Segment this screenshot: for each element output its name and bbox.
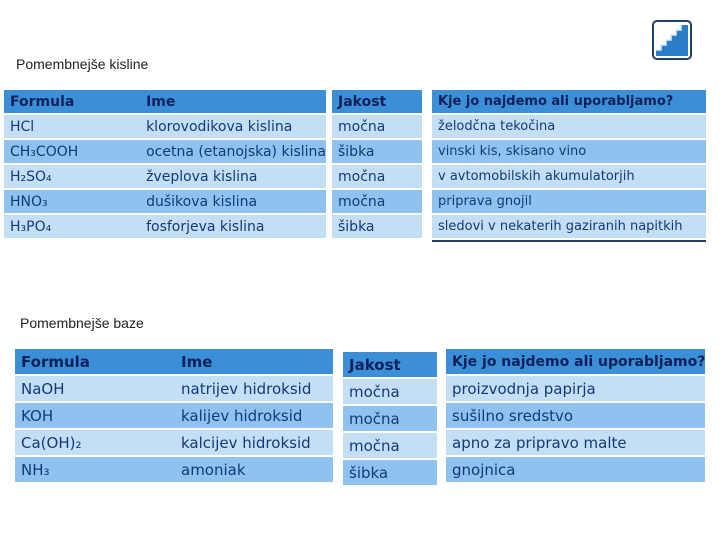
formula-cell: CH₃COOH: [4, 140, 140, 165]
usage-cell: sledovi v nekaterih gaziranih napitkih: [432, 215, 706, 240]
name-cell: dušikova kislina: [140, 190, 326, 215]
table-row: [4, 215, 326, 240]
formula-cell: H₂SO₄: [4, 165, 140, 190]
name-cell: kalcijev hidroksid: [175, 430, 333, 457]
table-row: [332, 215, 422, 240]
table-row: [4, 140, 326, 165]
strength-cell: močna: [343, 406, 437, 433]
name-cell: kalijev hidroksid: [175, 403, 333, 430]
usage-cell: vinski kis, skisano vino: [432, 140, 706, 165]
table-row: [432, 215, 706, 240]
name-cell: klorovodikova kislina: [140, 115, 326, 140]
table-row: [446, 376, 705, 403]
acids-heading: Pomembnejše kisline: [16, 56, 149, 72]
strength-cell: šibka: [332, 215, 422, 240]
table-row: [332, 190, 422, 215]
name-cell: ocetna (etanojska) kislina: [140, 140, 326, 165]
formula-cell: NH₃: [15, 457, 175, 484]
usage-cell: priprava gnojil: [432, 190, 706, 215]
strength-cell: šibka: [343, 460, 437, 487]
table-row: [4, 165, 326, 190]
table-row: [343, 406, 437, 433]
usage-cell: gnojnica: [446, 457, 705, 484]
table-row: [332, 165, 422, 190]
formula-cell: HCl: [4, 115, 140, 140]
usage-cell: želodčna tekočina: [432, 115, 706, 140]
table-row: [15, 376, 333, 403]
name-cell: natrijev hidroksid: [175, 376, 333, 403]
table-row: [332, 140, 422, 165]
formula-header: Formula: [15, 349, 175, 376]
formula-cell: HNO₃: [4, 190, 140, 215]
formula-cell: Ca(OH)₂: [15, 430, 175, 457]
strength-cell: šibka: [332, 140, 422, 165]
table-row: [332, 115, 422, 140]
strength-cell: močna: [343, 379, 437, 406]
acids-strength-table: [332, 90, 422, 240]
strength-header: Jakost: [332, 90, 422, 115]
formula-cell: KOH: [15, 403, 175, 430]
name-cell: žveplova kislina: [140, 165, 326, 190]
table-row: [4, 115, 326, 140]
table-row: [432, 165, 706, 190]
usage-cell: proizvodnja papirja: [446, 376, 705, 403]
bases-formula-name-table: [15, 349, 333, 484]
stairs-logo-icon: [652, 20, 692, 60]
strength-cell: močna: [332, 190, 422, 215]
usage-header: Kje jo najdemo ali uporabljamo?: [432, 90, 706, 115]
strength-header: Jakost: [343, 352, 437, 379]
formula-cell: H₃PO₄: [4, 215, 140, 240]
name-cell: fosforjeva kislina: [140, 215, 326, 240]
bases-usage-table: [446, 349, 705, 484]
name-cell: amoniak: [175, 457, 333, 484]
acids-formula-name-table: [4, 90, 326, 240]
strength-cell: močna: [343, 433, 437, 460]
table-row: [15, 457, 333, 484]
usage-cell: v avtomobilskih akumulatorjih: [432, 165, 706, 190]
table-row: [15, 403, 333, 430]
table-row: [446, 430, 705, 457]
formula-cell: NaOH: [15, 376, 175, 403]
usage-cell: sušilno sredstvo: [446, 403, 705, 430]
acids-usage-table: [432, 90, 706, 242]
bases-heading: Pomembnejše baze: [20, 315, 144, 331]
bases-strength-table: [343, 352, 437, 487]
table-row: [432, 190, 706, 215]
table-row: [343, 460, 437, 487]
table-row: [432, 140, 706, 165]
table-row: [446, 457, 705, 484]
table-row: [15, 430, 333, 457]
table-row: [432, 115, 706, 140]
strength-cell: močna: [332, 165, 422, 190]
name-header: Ime: [140, 90, 326, 115]
name-header: Ime: [175, 349, 333, 376]
table-row: [446, 403, 705, 430]
table-row: [343, 379, 437, 406]
usage-header: Kje jo najdemo ali uporabljamo?: [446, 349, 705, 376]
strength-cell: močna: [332, 115, 422, 140]
table-row: [343, 433, 437, 460]
formula-header: Formula: [4, 90, 140, 115]
table-row: [4, 190, 326, 215]
usage-cell: apno za pripravo malte: [446, 430, 705, 457]
